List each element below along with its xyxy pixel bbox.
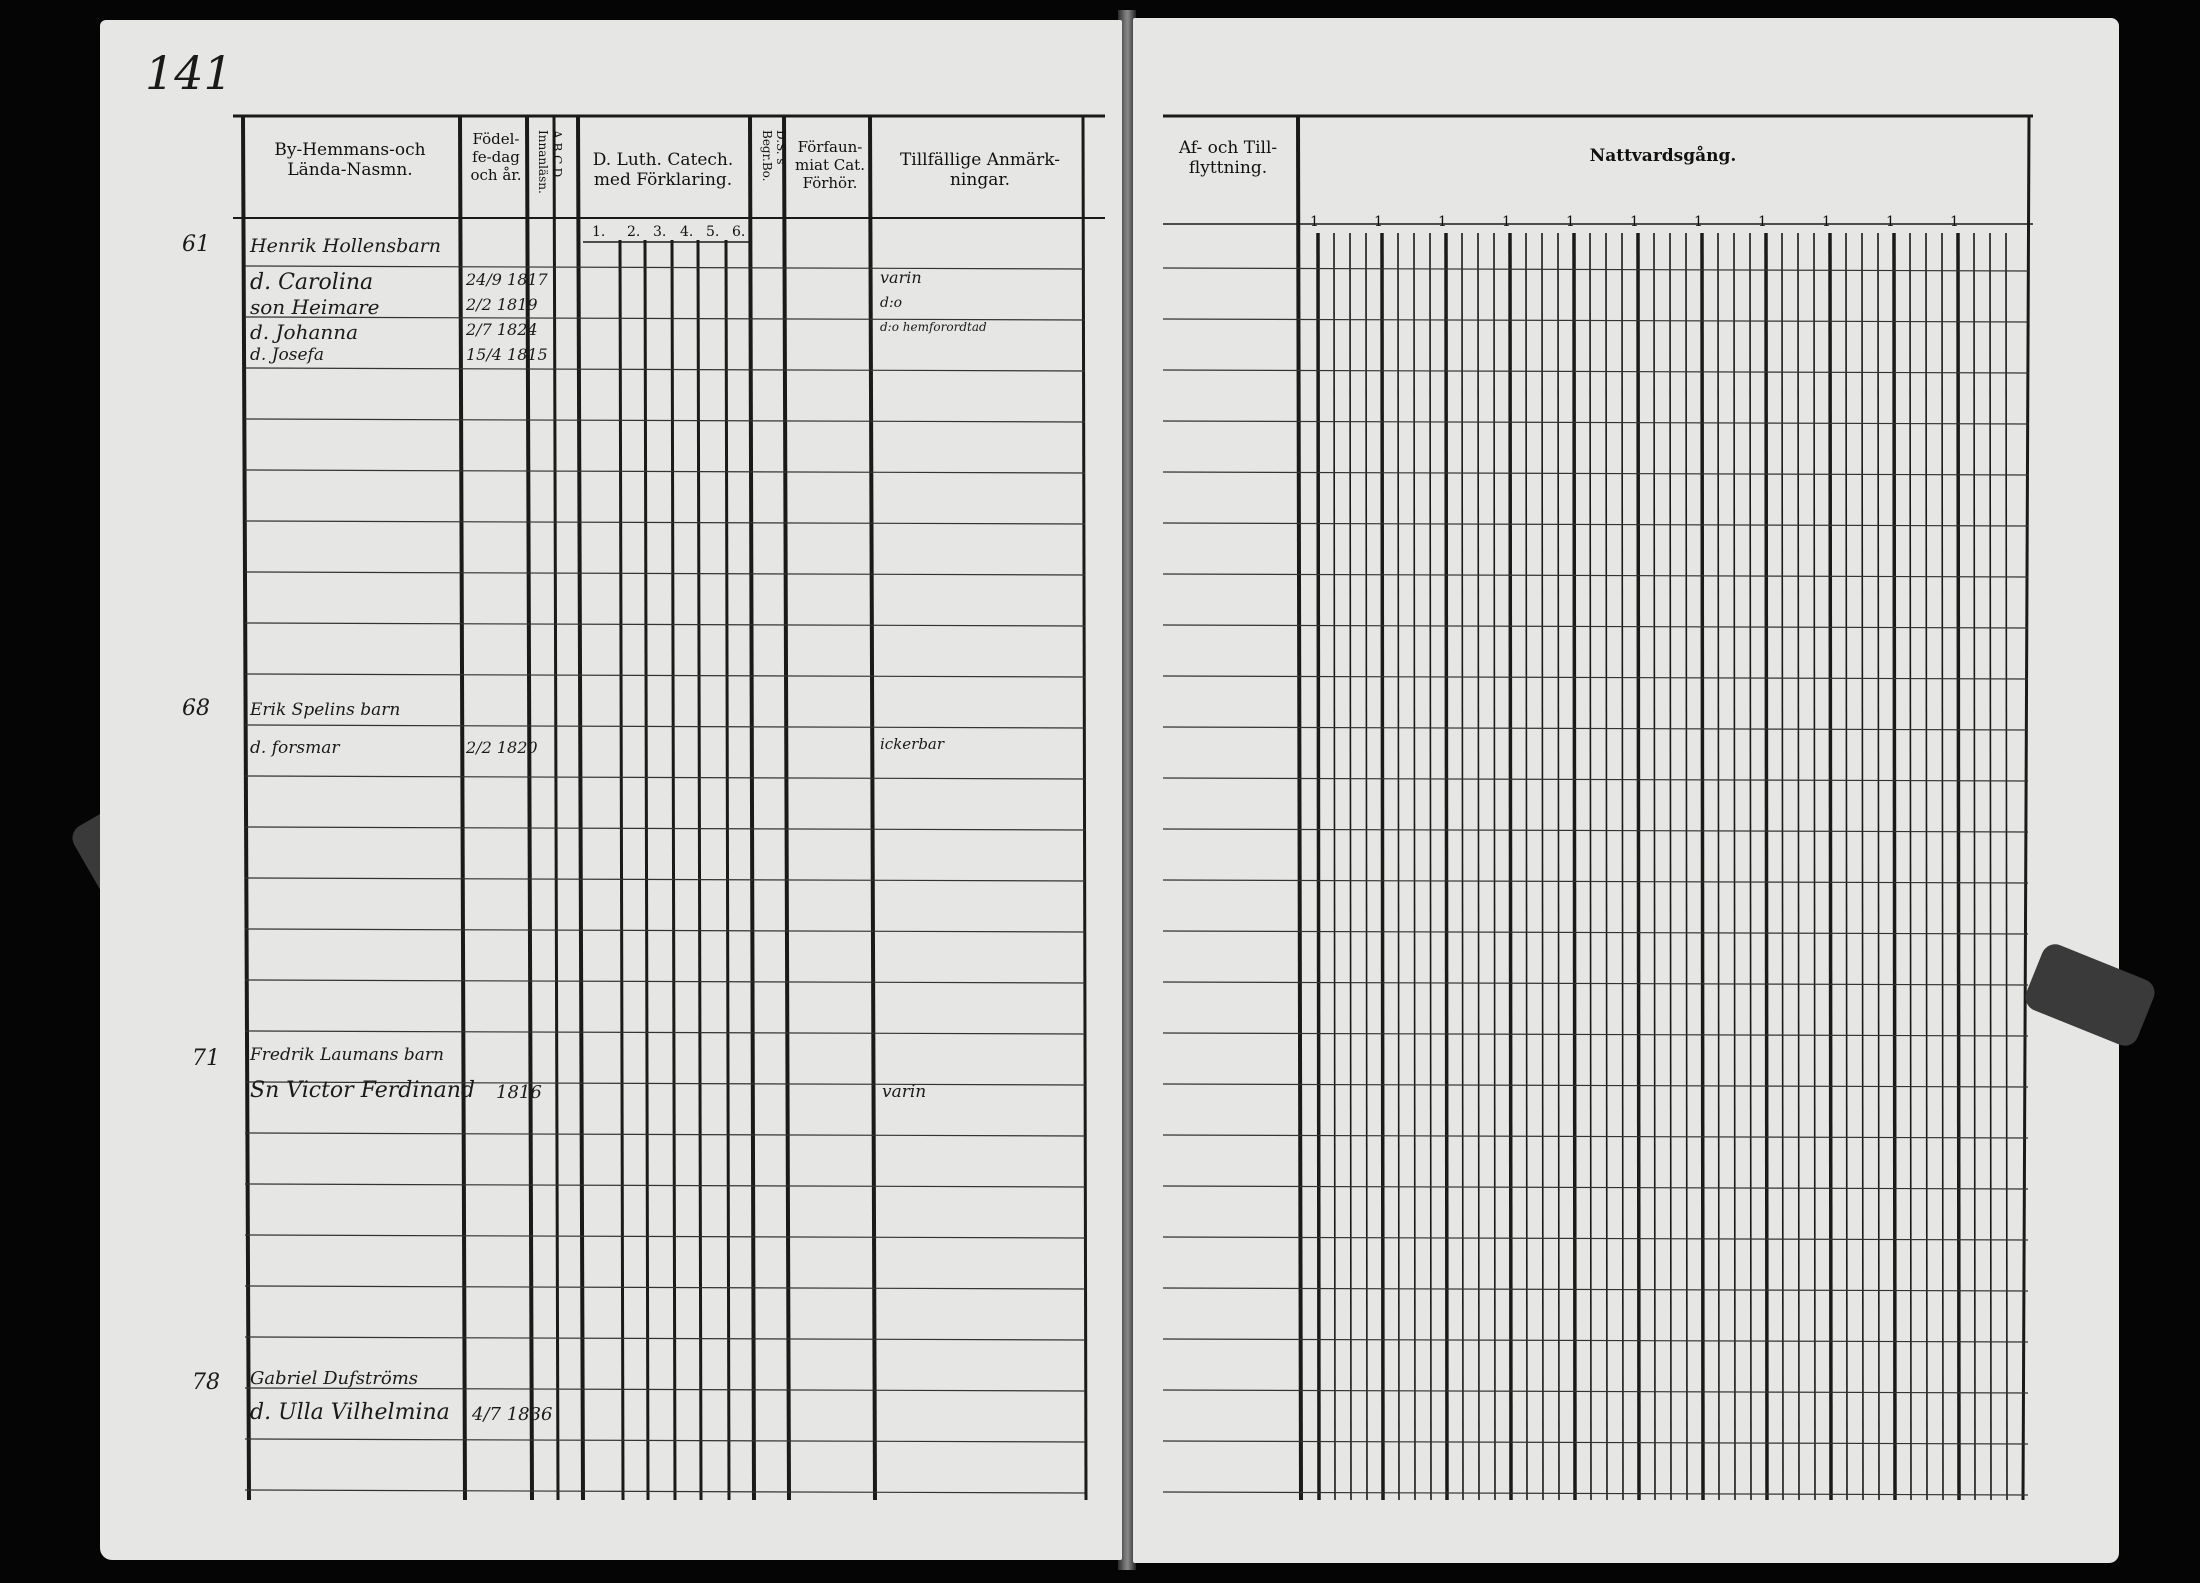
communion-col-line (1494, 233, 1495, 1500)
entry-note: d:o (880, 295, 903, 311)
communion-col-line (1974, 233, 1975, 1500)
subcol-4: 4. (680, 224, 694, 240)
row-line (245, 1235, 1085, 1238)
communion-col-line (1462, 233, 1463, 1500)
communion-col-line (1382, 233, 1383, 1500)
communion-col-line (1350, 233, 1351, 1500)
header-farm-names: By-Hemmans-och Lända-Nasmn. (274, 140, 426, 181)
left-register-page (100, 20, 1122, 1560)
year-marker: 1 (1566, 214, 1575, 230)
header-remarks: Tillfällige Anmärk-ningar. (899, 150, 1061, 191)
row-line (1163, 472, 2028, 475)
row-line (245, 1490, 1085, 1493)
row-line (245, 878, 1085, 881)
subcol-5: 5. (706, 224, 720, 240)
entry-name: Henrik Hollensbarn (250, 235, 441, 257)
entry-name: d. forsmar (250, 738, 340, 758)
row-line (1163, 829, 2028, 832)
entry-note: varin (880, 268, 922, 287)
entry-date: 24/9 1817 (466, 270, 548, 289)
row-line (1163, 319, 2028, 322)
row-line (245, 980, 1085, 983)
communion-col-line (2006, 233, 2007, 1500)
row-line (1163, 982, 2028, 985)
row-line (1163, 778, 2028, 781)
row-line (1163, 1339, 2028, 1342)
entry-date: 2/2 1820 (466, 738, 538, 757)
subcol-3: 3. (653, 224, 667, 240)
header-communion: Nattvardsgång. (1589, 146, 1737, 166)
entry-name: d. Carolina (250, 270, 374, 295)
communion-col-line (1574, 233, 1575, 1500)
year-marker: 1 (1758, 214, 1767, 230)
year-marker: 1 (1438, 214, 1447, 230)
header-hearing: Förfaun-miat Cat. Förhör. (795, 138, 865, 192)
communion-col-line (1510, 233, 1511, 1500)
entry-date: 4/7 1836 (472, 1404, 553, 1425)
year-marker: 1 (1950, 214, 1959, 230)
row-line (245, 776, 1085, 779)
year-marker: 1 (1502, 214, 1511, 230)
subcol-1: 1. (592, 224, 606, 240)
row-line (245, 623, 1085, 626)
communion-col-line (1558, 233, 1559, 1500)
entry-note: d:o hemforordtad (880, 320, 987, 334)
row-line (245, 674, 1085, 677)
communion-col-line (1446, 233, 1447, 1500)
row-line (1163, 625, 2028, 628)
entry-name: Fredrik Laumans barn (250, 1045, 444, 1065)
entry-name: Erik Spelins barn (250, 700, 401, 720)
row-line (245, 572, 1085, 575)
communion-col-line (1478, 233, 1479, 1500)
header-catechism: D. Luth. Catech. med Förklaring. (592, 150, 734, 191)
page-number: 141 (145, 46, 233, 100)
row-line (1163, 523, 2028, 526)
communion-col-line (1414, 233, 1415, 1500)
row-line (245, 1133, 1085, 1136)
subcol-6: 6. (732, 224, 746, 240)
row-line (245, 470, 1085, 473)
communion-col-line (1990, 233, 1991, 1500)
row-line (245, 521, 1085, 524)
header-reading: A.B.C.D. Innanläsn. (536, 130, 564, 194)
row-line (1163, 1135, 2028, 1138)
entry-name: son Heimare (250, 295, 380, 319)
row-line (1163, 1033, 2028, 1036)
row-line (1163, 1390, 2028, 1393)
year-marker: 1 (1310, 214, 1319, 230)
entry-note: varin (882, 1082, 927, 1102)
row-line (245, 266, 1085, 269)
row-line (1163, 931, 2028, 934)
communion-col-line (1526, 233, 1527, 1500)
communion-col-line (1542, 233, 1543, 1500)
right-register-page (1133, 18, 2119, 1563)
row-line (1163, 1492, 2028, 1495)
year-marker: 1 (1694, 214, 1703, 230)
row-line (1163, 421, 2028, 424)
year-marker: 1 (1630, 214, 1639, 230)
row-line (245, 419, 1085, 422)
year-marker: 1 (1374, 214, 1383, 230)
margin-number: 71 (192, 1046, 220, 1071)
year-marker: 1 (1886, 214, 1895, 230)
entry-name: d. Josefa (250, 345, 324, 365)
row-line (245, 368, 1085, 371)
row-line (245, 1337, 1085, 1340)
row-line (245, 827, 1085, 830)
row-line (245, 725, 1085, 728)
entry-name: Sn Victor Ferdinand (250, 1078, 475, 1103)
entry-name: d. Johanna (250, 320, 359, 344)
right-page-ruling (1133, 18, 2119, 1563)
communion-col-line (1958, 233, 1959, 1500)
row-line (1163, 880, 2028, 883)
row-line (1163, 1186, 2028, 1189)
entry-date: 15/4 1815 (466, 345, 548, 364)
row-line (1163, 370, 2028, 373)
entry-date: 2/7 1824 (466, 320, 538, 339)
communion-col-line (1318, 233, 1319, 1500)
entry-note: ickerbar (880, 735, 945, 753)
communion-col-line (1430, 233, 1431, 1500)
margin-number: 61 (182, 232, 210, 257)
communion-col-line (1942, 233, 1943, 1500)
communion-col-line (1366, 233, 1367, 1500)
header-begr: D.S. s Begr.Bo. (760, 130, 788, 182)
entry-name: Gabriel Dufströms (250, 1368, 419, 1389)
row-line (245, 1439, 1085, 1442)
row-line (245, 929, 1085, 932)
row-line (245, 1184, 1085, 1187)
row-line (1163, 676, 2028, 679)
row-line (1163, 727, 2028, 730)
communion-col-line (1398, 233, 1399, 1500)
subcol-2: 2. (627, 224, 641, 240)
row-line (1163, 268, 2028, 271)
year-marker: 1 (1822, 214, 1831, 230)
row-line (245, 1031, 1085, 1034)
row-line (1163, 1084, 2028, 1087)
row-line (1163, 574, 2028, 577)
header-moves: Af- och Till-flyttning. (1178, 138, 1278, 179)
row-line (1163, 1288, 2028, 1291)
entry-name: d. Ulla Vilhelmina (250, 1400, 450, 1425)
margin-number: 68 (182, 696, 210, 721)
row-line (1163, 1237, 2028, 1240)
row-line (245, 1286, 1085, 1289)
header-birth-date: Födel-fe-dag och år. (470, 130, 522, 184)
row-line (1163, 1441, 2028, 1444)
margin-number: 78 (192, 1370, 220, 1395)
communion-col-line (1334, 233, 1335, 1500)
left-row-lines (245, 266, 1085, 1493)
right-row-lines (1163, 268, 2028, 1495)
entry-date: 2/2 1819 (466, 295, 538, 314)
entry-date: 1816 (496, 1082, 542, 1103)
